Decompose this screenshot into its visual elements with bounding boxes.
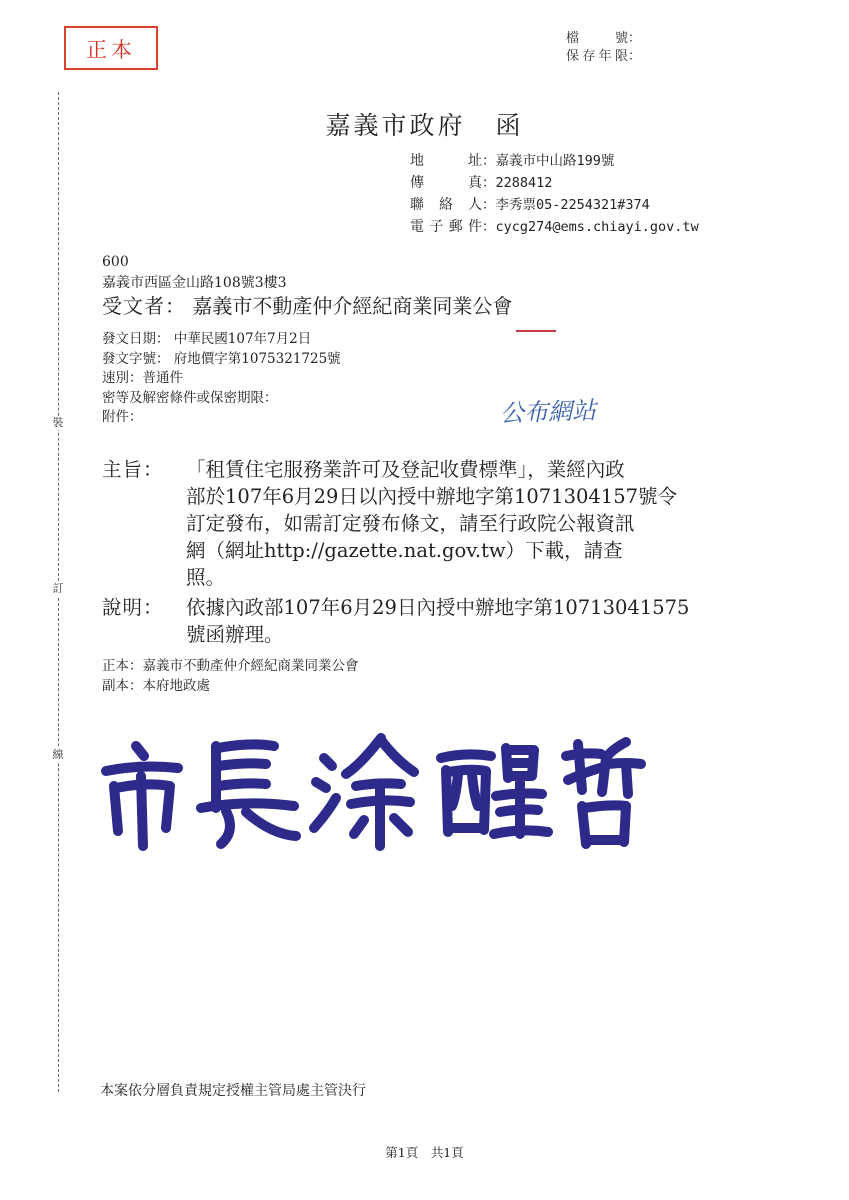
distribution bbox=[102, 656, 359, 696]
document-title bbox=[0, 106, 849, 142]
contact-person-value: ：李秀票05-2254321#374 bbox=[482, 197, 650, 213]
file-number-label: 檔號 bbox=[566, 31, 628, 46]
explanation-text bbox=[186, 594, 846, 648]
contact-address-row bbox=[410, 150, 699, 172]
file-number-row bbox=[566, 30, 641, 48]
original-copy-stamp: 正本 bbox=[64, 26, 158, 70]
recipient bbox=[102, 290, 512, 319]
subject-line: 照。 bbox=[186, 566, 226, 589]
explanation-line: 號函辦理。 bbox=[186, 623, 284, 646]
recipient-label: 受文者： bbox=[102, 294, 186, 318]
issue-number: 發文字號： 府地價字第1075321725號 bbox=[102, 350, 341, 367]
subject-label: 主旨： bbox=[102, 458, 164, 481]
page-number: 第1頁 共1頁 bbox=[385, 1145, 464, 1160]
file-info bbox=[566, 30, 641, 66]
contact-fax-value: ：2288412 bbox=[482, 175, 553, 191]
recipient-name: 嘉義市不動產仲介經紀商業同業公會 bbox=[192, 294, 513, 318]
issue-date: 發文日期： 中華民國107年7月2日 bbox=[102, 331, 312, 347]
subject-line: 部於107年6月29日以內授中辦地字第1071304157號令 bbox=[186, 485, 678, 508]
subject-line: 網（網址http://gazette.nat.gov.tw）下載，請查 bbox=[186, 539, 623, 562]
document-type: 函 bbox=[495, 111, 524, 140]
handwritten-note: 公布網站 bbox=[499, 396, 597, 428]
retention-row bbox=[566, 48, 641, 66]
subject-line: 「租賃住宅服務業許可及登記收費標準」，業經內政 bbox=[186, 458, 625, 481]
secrecy-level: 密等及解密條件或保密期限： bbox=[102, 389, 278, 406]
mayor-signature-stamp bbox=[96, 716, 656, 856]
attachments: 附件： bbox=[102, 409, 143, 425]
binding-mark-1: 裝 bbox=[48, 416, 68, 430]
main-copy: 正本：嘉義市不動產仲介經紀商業同業公會 bbox=[102, 658, 359, 674]
contact-email-row bbox=[410, 216, 699, 238]
subject-text bbox=[186, 456, 846, 591]
street-address: 嘉義市西區金山路108號3樓3 bbox=[102, 275, 287, 291]
explanation-label: 說明： bbox=[102, 596, 164, 619]
file-number-value: ： bbox=[628, 31, 642, 46]
contact-fax-label: 傳真 bbox=[410, 175, 482, 191]
contact-block bbox=[410, 150, 699, 238]
contact-email-label: 電子郵件 bbox=[410, 219, 482, 235]
delivery-speed: 速別：普通件 bbox=[102, 370, 183, 386]
contact-fax-row bbox=[410, 172, 699, 194]
explanation-line: 依據內政部107年6月29日內授中辦地字第10713041575 bbox=[186, 596, 690, 619]
red-ink-mark bbox=[516, 330, 556, 332]
document-meta bbox=[102, 330, 341, 428]
contact-email-value: ：cycg274@ems.chiayi.gov.tw bbox=[482, 219, 699, 235]
binding-mark-2: 訂 bbox=[48, 582, 68, 596]
recipient-address bbox=[102, 252, 287, 294]
contact-person-label: 聯絡人 bbox=[410, 197, 482, 213]
zip-code: 600 bbox=[102, 254, 129, 270]
authorization-note: 本案依分層負責規定授權主管局處主管決行 bbox=[100, 1083, 366, 1099]
contact-address-value: ：嘉義市中山路199號 bbox=[482, 153, 615, 169]
contact-address-label: 地址 bbox=[410, 153, 482, 169]
binding-mark-3: 線 bbox=[48, 748, 68, 762]
contact-person-row bbox=[410, 194, 699, 216]
agency-name: 嘉義市政府 bbox=[325, 111, 466, 140]
duplicate-copy: 副本：本府地政處 bbox=[102, 678, 210, 694]
subject-line: 訂定發布，如需訂定發布條文，請至行政院公報資訊 bbox=[186, 512, 635, 535]
retention-value: ： bbox=[628, 49, 642, 64]
retention-label: 保存年限 bbox=[566, 49, 628, 64]
